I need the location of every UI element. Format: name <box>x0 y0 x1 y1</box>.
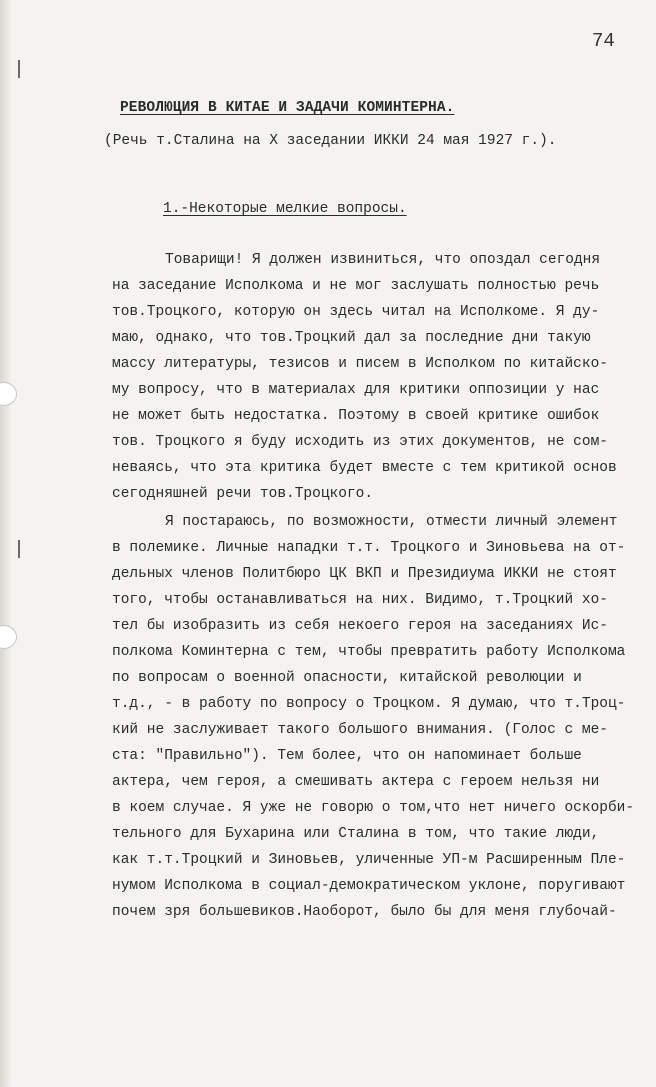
text-line: тов. Троцкого я буду исходить из этих документов, не сом- <box>112 434 608 450</box>
text-line: актера, чем героя, а смешивать актера с героем нельзя ни <box>112 774 600 790</box>
text-line: ста: "Правильно"). Тем более, что он напоминает больше <box>112 748 582 764</box>
text-line: дельных членов Политбюро ЦК ВКП и Президиума ИККИ не стоят <box>112 566 617 582</box>
page-number: 74 <box>592 30 615 52</box>
text-line: сегодняшней речи тов.Троцкого. <box>112 486 374 502</box>
punch-hole <box>0 382 17 406</box>
margin-mark <box>18 540 20 558</box>
punch-hole <box>0 625 17 649</box>
page-left-edge <box>0 0 12 1087</box>
text-line: в полемике. Личные нападки т.т. Троцкого и Зиновьева на от- <box>112 540 626 556</box>
text-line: Товарищи! Я должен извиниться, что опоздал сегодня <box>165 252 601 268</box>
text-line: в коем случае. Я уже не говорю о том,что нет ничего оскорби- <box>112 800 635 816</box>
text-line: того, чтобы останавливаться на них. Видимо, т.Троцкий хо- <box>112 592 608 608</box>
text-line: почем зря большевиков.Наоборот, было бы для меня глубочай- <box>112 904 617 920</box>
text-line: му вопросу, что в материалах для критики оппозиции у нас <box>112 382 600 398</box>
text-line: тов.Троцкого, которую он здесь читал на Исполкоме. Я ду- <box>112 304 600 320</box>
text-line: не может быть недостатка. Поэтому в своей критике ошибок <box>112 408 600 424</box>
text-line: маю, однако, что тов.Троцкий дал за последние дни такую <box>112 330 591 346</box>
text-line: тельного для Бухарина или Сталина в том, что такие люди, <box>112 826 600 842</box>
text-line: нумом Исполкома в социал-демократическом уклоне, поругивают <box>112 878 626 894</box>
text-line: как т.т.Троцкий и Зиновьев, уличенные УП-м Расширенным Пле- <box>112 852 626 868</box>
margin-mark <box>18 60 20 78</box>
document-title: РЕВОЛЮЦИЯ В КИТАЕ И ЗАДАЧИ КОМИНТЕРНА. <box>120 100 455 116</box>
document-subtitle: (Речь т.Сталина на X заседании ИККИ 24 мая 1927 г.). <box>104 133 557 149</box>
text-line: массу литературы, тезисов и писем в Исполком по китайско- <box>112 356 608 372</box>
section-heading: 1.-Некоторые мелкие вопросы. <box>163 201 407 217</box>
text-line: по вопросам о военной опасности, китайской революции и <box>112 670 582 686</box>
text-line: неваясь, что эта критика будет вместе с тем критикой основ <box>112 460 617 476</box>
text-line: на заседание Исполкома и не мог заслушать полностью речь <box>112 278 600 294</box>
text-line: т.д., - в работу по вопросу о Троцком. Я думаю, что т.Троц- <box>112 696 626 712</box>
text-line: полкома Коминтерна с тем, чтобы превратить работу Исполкома <box>112 644 626 660</box>
text-line: тел бы изобразить из себя некоего героя на заседаниях Ис- <box>112 618 608 634</box>
text-line: Я постараюсь, по возможности, отмести личный элемент <box>165 514 618 530</box>
text-line: кий не заслуживает такого большого внимания. (Голос с ме- <box>112 722 608 738</box>
